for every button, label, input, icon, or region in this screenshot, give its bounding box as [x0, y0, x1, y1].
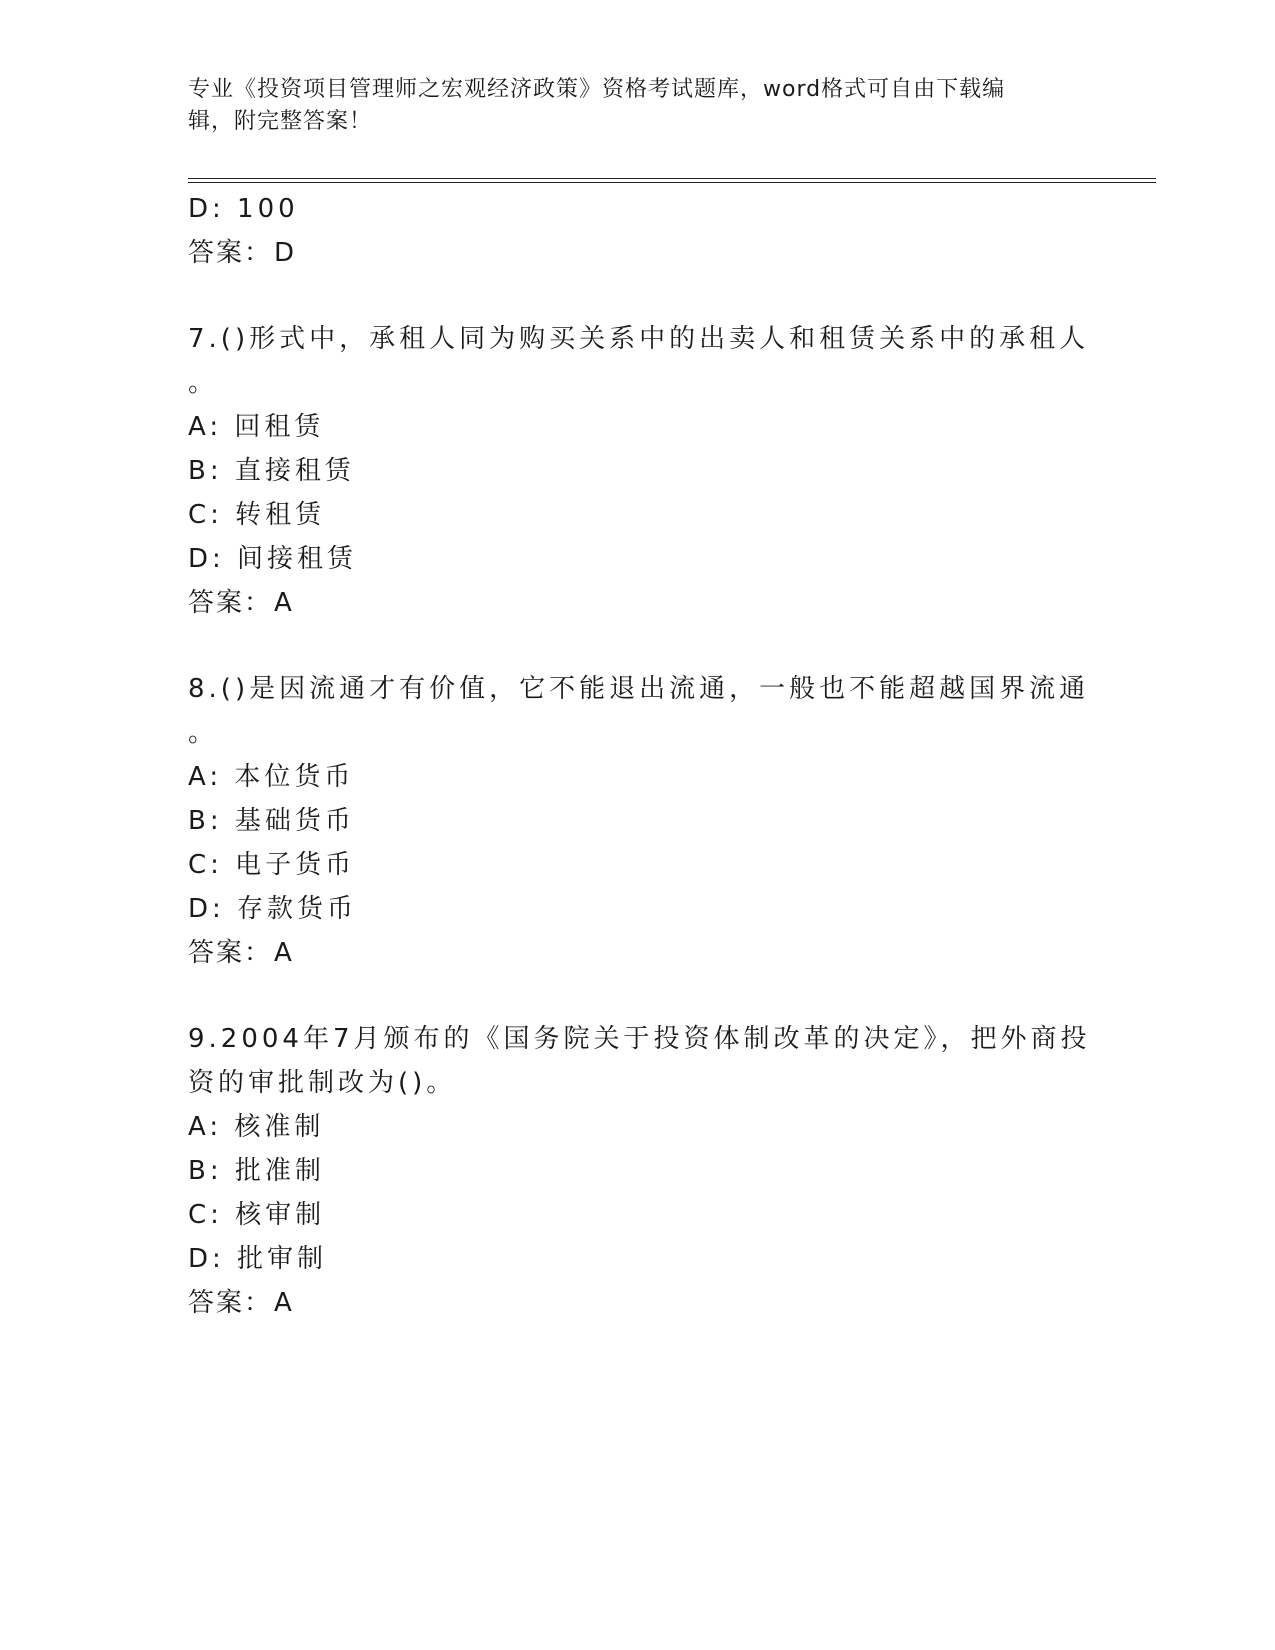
prev-option-d: D: 100: [188, 194, 299, 224]
answer: [188, 1286, 292, 1320]
answer-value: A: [274, 938, 292, 968]
question-text-line-1: 8.()是因流通才有价值，它不能退出流通，一般也不能超越国界流通: [188, 674, 1090, 704]
option-a: A: 回租赁: [188, 412, 325, 442]
option-a: A: 核准制: [188, 1112, 325, 1142]
option-b: B: 基础货币: [188, 806, 355, 836]
prev-answer: [188, 236, 294, 270]
option-d: D: 间接租赁: [188, 544, 358, 574]
header-line-2: 辑，附完整答案！: [188, 109, 373, 134]
header-rule-bottom: [188, 182, 1156, 183]
question-text-line-2: 。: [188, 368, 219, 398]
question-text-line-2: 。: [188, 718, 219, 748]
question-text-line-2: 资的审批制改为()。: [188, 1068, 457, 1098]
option-d: D: 批审制: [188, 1244, 328, 1274]
answer: [188, 586, 292, 620]
option-a: A: 本位货币: [188, 762, 355, 792]
answer-label: 答案：: [188, 238, 273, 268]
option-b: B: 直接租赁: [188, 456, 355, 486]
document-header: [188, 74, 1088, 138]
option-d: D: 存款货币: [188, 894, 358, 924]
answer-label: 答案：: [188, 938, 273, 968]
answer-value: A: [274, 588, 292, 618]
header-rule-top: [188, 178, 1156, 179]
option-c: C: 核审制: [188, 1200, 326, 1230]
answer-label: 答案：: [188, 588, 273, 618]
answer: [188, 936, 292, 970]
option-b: B: 批准制: [188, 1156, 325, 1186]
question-text-line-1: 7.()形式中，承租人同为购买关系中的出卖人和租赁关系中的承租人: [188, 324, 1090, 354]
option-c: C: 转租赁: [188, 500, 326, 530]
option-c: C: 电子货币: [188, 850, 356, 880]
question-text-line-1: 9.2004年7月颁布的《国务院关于投资体制改革的决定》，把外商投: [188, 1024, 1091, 1054]
header-line-1: 专业《投资项目管理师之宏观经济政策》资格考试题库，word格式可自由下载编: [188, 77, 1006, 102]
answer-label: 答案：: [188, 1288, 273, 1318]
answer-value: A: [274, 1288, 292, 1318]
answer-value: D: [274, 238, 295, 268]
